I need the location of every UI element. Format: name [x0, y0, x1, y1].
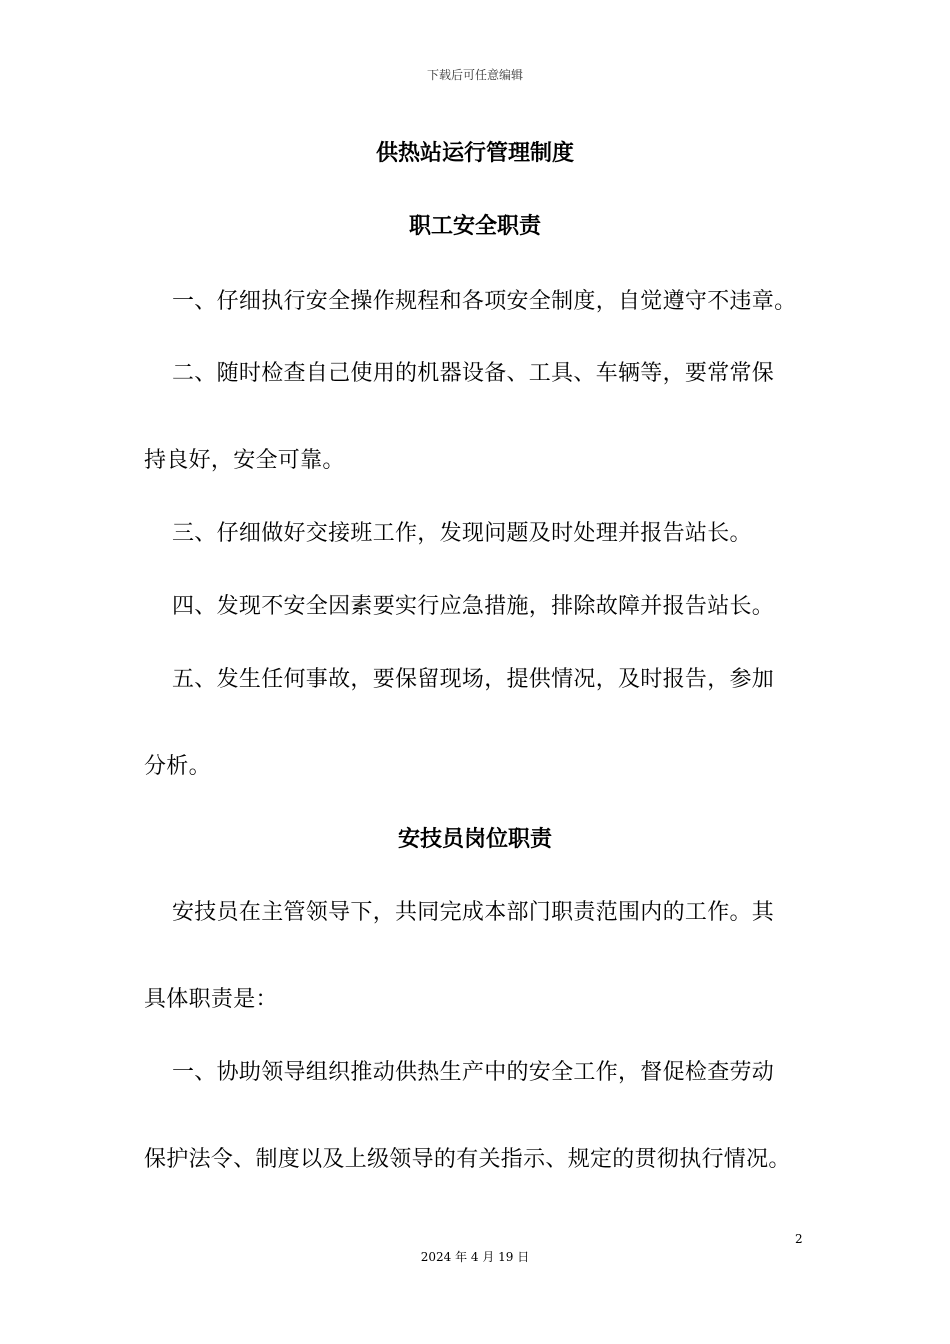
- paragraph-line: 分析。: [144, 754, 211, 779]
- section-title-safety-officer: 安技员岗位职责: [397, 827, 552, 852]
- paragraph-line: 五、发生任何事故，要保留现场，提供情况，及时报告，参加: [172, 667, 775, 692]
- paragraph-line: 二、随时检查自己使用的机器设备、工具、车辆等，要常常保: [172, 361, 775, 386]
- paragraph-line: 持良好，安全可靠。: [144, 448, 345, 473]
- paragraph-line: 三、仔细做好交接班工作，发现问题及时处理并报告站长。: [172, 521, 752, 546]
- paragraph-line: 一、协助领导组织推动供热生产中的安全工作，督促检查劳动: [172, 1060, 775, 1085]
- paragraph-line: 一、仔细执行安全操作规程和各项安全制度，自觉遵守不违章。: [172, 289, 797, 314]
- section-title-staff-safety: 职工安全职责: [408, 214, 541, 239]
- paragraph-line: 具体职责是：: [144, 987, 278, 1012]
- paragraph-line: 保护法令、制度以及上级领导的有关指示、规定的贯彻执行情况。: [144, 1147, 791, 1172]
- footer-date: 2024 年 4 月 19 日: [420, 1250, 530, 1264]
- header-note: 下载后可任意编辑: [426, 68, 523, 82]
- paragraph-line: 安技员在主管领导下，共同完成本部门职责范围内的工作。其: [172, 900, 775, 925]
- document-title: 供热站运行管理制度: [375, 141, 574, 166]
- page-number: 2: [795, 1232, 803, 1246]
- paragraph-line: 四、发现不安全因素要实行应急措施，排除故障并报告站长。: [172, 594, 775, 619]
